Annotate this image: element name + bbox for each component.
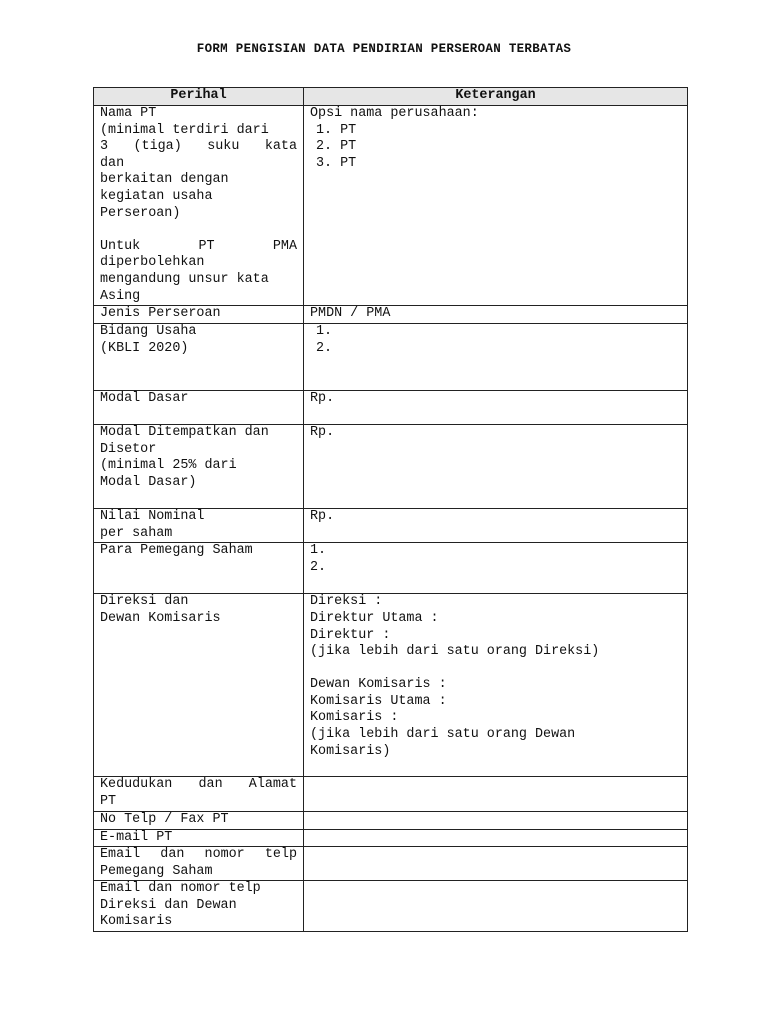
detail-line: Dewan Komisaris :	[310, 677, 447, 693]
cell-perihal-kedudukan	[94, 777, 304, 811]
cell-keterangan-direksi[interactable]	[304, 594, 688, 777]
row-modal-ditempatkan	[94, 425, 688, 509]
cell-perihal-modal-dasar: Modal Dasar	[94, 391, 304, 425]
label-line: per saham	[100, 525, 173, 541]
form-title: FORM PENGISIAN DATA PENDIRIAN PERSEROAN TERBATAS	[196, 42, 572, 56]
label-line: Disetor	[100, 441, 157, 457]
label-line: (KBLI 2020)	[100, 340, 189, 356]
detail-line: (jika lebih dari satu orang Direksi)	[310, 644, 600, 660]
cell-keterangan-pemegang-saham[interactable]	[304, 543, 688, 594]
row-pemegang-saham	[94, 543, 688, 594]
form-table	[93, 87, 688, 932]
cell-keterangan-jenis[interactable]: PMDN / PMA	[304, 306, 688, 324]
cell-keterangan-nilai-nominal[interactable]: Rp.	[304, 509, 688, 543]
label-line: (minimal 25% dari	[100, 458, 237, 474]
label-line: PT	[100, 793, 117, 809]
cell-keterangan-modal-dasar[interactable]: Rp.	[304, 391, 688, 425]
label-line: Untuk PT PMA	[100, 238, 297, 254]
cell-perihal-telp: No Telp / Fax PT	[94, 811, 304, 829]
row-kedudukan	[94, 777, 688, 811]
cell-perihal-nama-pt	[94, 106, 304, 306]
detail-line: Komisaris Utama :	[310, 693, 447, 709]
option-item: 1. PT	[316, 122, 357, 138]
header-keterangan: Keterangan	[304, 88, 688, 106]
detail-line: Komisaris :	[310, 710, 399, 726]
label-line: Komisaris	[100, 914, 173, 930]
label-line: Nilai Nominal	[100, 509, 205, 525]
label-line: Asing	[100, 288, 141, 304]
row-modal-dasar	[94, 391, 688, 425]
label-line: Direksi dan	[100, 594, 189, 610]
cell-perihal-direksi	[94, 594, 304, 777]
cell-perihal-nilai-nominal	[94, 509, 304, 543]
detail-line: Direktur Utama :	[310, 610, 439, 626]
row-email-pt	[94, 829, 688, 847]
label-line: Bidang Usaha	[100, 324, 197, 340]
label-line: diperbolehkan	[100, 255, 205, 271]
cell-keterangan-bidang[interactable]	[304, 324, 688, 391]
cell-perihal-pemegang-saham: Para Pemegang Saham	[94, 543, 304, 594]
cell-keterangan-email-direksi[interactable]	[304, 881, 688, 932]
detail-line	[310, 661, 681, 678]
detail-line: Direktur :	[310, 627, 391, 643]
label-line: Email dan nomor telp	[100, 847, 297, 863]
label-line: Perseroan)	[100, 205, 181, 221]
cell-perihal-bidang	[94, 324, 304, 391]
label-line: berkaitan dengan	[100, 172, 229, 188]
label-line: kegiatan usaha	[100, 188, 213, 204]
cell-keterangan-modal-ditempatkan[interactable]: Rp.	[304, 425, 688, 509]
header-perihal: Perihal	[94, 88, 304, 106]
detail-line: (jika lebih dari satu orang Dewan	[310, 727, 576, 743]
row-nilai-nominal	[94, 509, 688, 543]
options-heading: Opsi nama perusahaan:	[310, 106, 479, 121]
cell-keterangan-nama-pt[interactable]	[304, 106, 688, 306]
table-header-row	[94, 88, 688, 106]
label-line: Modal Dasar)	[100, 474, 197, 490]
option-item: 3. PT	[316, 155, 357, 171]
label-line: mengandung unsur kata	[100, 271, 269, 287]
cell-perihal-modal-ditempatkan	[94, 425, 304, 509]
label-line: 3 (tiga) suku kata	[100, 139, 297, 155]
list-item: 2.	[310, 559, 327, 575]
row-email-direksi	[94, 881, 688, 932]
row-telp	[94, 811, 688, 829]
cell-perihal-email-pemegang	[94, 847, 304, 881]
cell-keterangan-kedudukan[interactable]	[304, 777, 688, 811]
cell-perihal-email-pt: E-mail PT	[94, 829, 304, 847]
label-line: Direksi dan Dewan	[100, 897, 237, 913]
detail-line: Direksi :	[310, 594, 383, 610]
cell-keterangan-email-pt[interactable]	[304, 829, 688, 847]
row-email-pemegang	[94, 847, 688, 881]
label-line: Pemegang Saham	[100, 863, 213, 879]
label-line: (minimal terdiri dari	[100, 122, 269, 138]
row-jenis-perseroan	[94, 306, 688, 324]
label-line: Modal Ditempatkan dan	[100, 425, 269, 441]
label-line: Kedudukan dan Alamat	[100, 777, 297, 793]
list-item: 2.	[316, 340, 333, 356]
option-item: 2. PT	[316, 139, 357, 155]
cell-perihal-email-direksi	[94, 881, 304, 932]
cell-perihal-jenis: Jenis Perseroan	[94, 306, 304, 324]
cell-keterangan-email-pemegang[interactable]	[304, 847, 688, 881]
row-direksi	[94, 594, 688, 777]
detail-line: Komisaris)	[310, 743, 391, 759]
label-line: Dewan Komisaris	[100, 610, 221, 626]
list-item: 1.	[310, 543, 327, 559]
list-item: 1.	[316, 324, 333, 340]
row-bidang-usaha	[94, 324, 688, 391]
label-line: Nama PT	[100, 106, 157, 121]
label-line: Email dan nomor telp	[100, 881, 261, 897]
row-nama-pt	[94, 106, 688, 306]
cell-keterangan-telp[interactable]	[304, 811, 688, 829]
label-line: dan	[100, 155, 125, 171]
label-line	[100, 222, 297, 239]
